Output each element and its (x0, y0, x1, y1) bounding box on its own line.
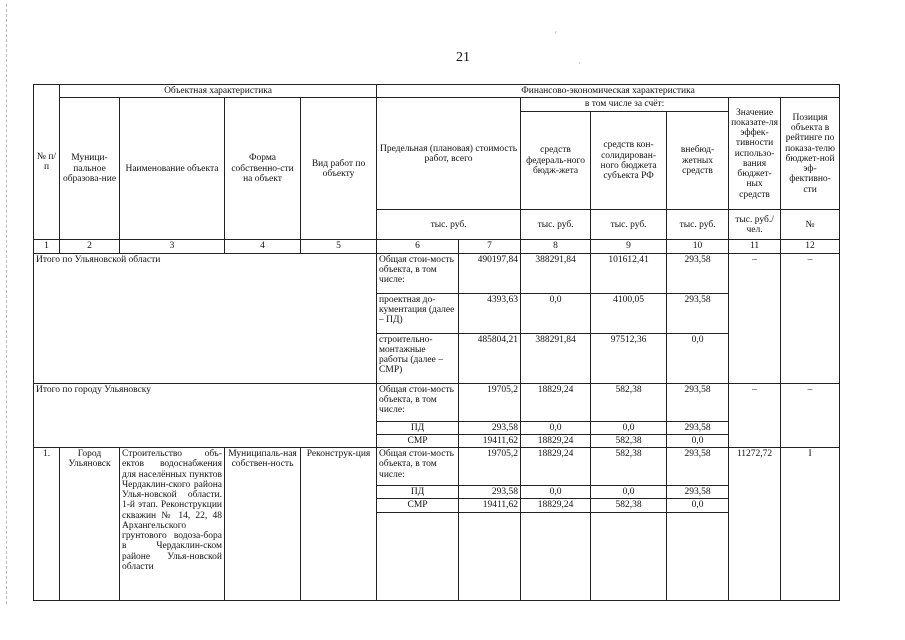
scan-speck: ' (555, 30, 557, 40)
financial-table (33, 84, 840, 601)
cost-item-name: ПД (377, 421, 459, 434)
column-number: 2 (60, 240, 120, 253)
cost-extrabudget: 293,58 (667, 293, 729, 333)
cost-total: 19411,62 (459, 499, 521, 512)
cost-total: 19705,2 (459, 383, 521, 421)
page-number: 21 (456, 50, 470, 65)
unit-regional: тыс. руб. (591, 210, 667, 240)
cost-extrabudget: 293,58 (667, 486, 729, 499)
cost-regional: 4100,05 (591, 293, 667, 333)
cost-regional: 0,0 (591, 421, 667, 434)
unit-federal: тыс. руб. (521, 210, 591, 240)
cost-total: 485804,21 (459, 333, 521, 383)
cost-regional: 582,38 (591, 434, 667, 447)
header-object-name: Наименование объекта (120, 98, 225, 240)
column-number: 1 (34, 240, 60, 253)
cost-federal: 0,0 (521, 421, 591, 434)
column-number: 7 (459, 240, 521, 253)
empty-cell (521, 512, 591, 600)
header-financial-characteristic: Финансово-экономическая характеристика (377, 85, 840, 98)
cost-item-name: ПД (377, 486, 459, 499)
column-number: 11 (729, 240, 781, 253)
efficiency-value: – (729, 383, 781, 448)
cost-regional: 582,38 (591, 383, 667, 421)
rating-value: I (781, 448, 840, 601)
rating-value: – (781, 383, 840, 448)
cost-total: 293,58 (459, 486, 521, 499)
cost-extrabudget: 293,58 (667, 383, 729, 421)
column-numbers-row (34, 240, 840, 253)
city-total-label: Итого по городу Ульяновску (34, 383, 377, 448)
cost-extrabudget: 293,58 (667, 253, 729, 293)
cost-extrabudget: 293,58 (667, 448, 729, 486)
header-extrabudget: внебюд-жетных средств (667, 112, 729, 210)
object-municipality: Город Ульяновск (60, 448, 120, 601)
cost-regional: 101612,41 (591, 253, 667, 293)
cost-extrabudget: 0,0 (667, 434, 729, 447)
header-including: в том числе за счёт: (521, 98, 729, 112)
object-name: Строительство объ-ектов водоснабжения для населённых пунктов Чердаклин-ского района Улья-новской области. 1-й этап. Реконструкции скважин № 14, 22, 48 Архангельского грунтового водоза-бора в Чердаклин-ском районе Улья-новской области (120, 448, 225, 601)
cost-federal: 388291,84 (521, 253, 591, 293)
header-ownership: Форма собственно-сти на объект (225, 98, 301, 240)
cost-item-name: строительно-монтажные работы (далее – СМР) (377, 333, 459, 383)
cost-item-name: проектная до-кументация (далее – ПД) (377, 293, 459, 333)
unit-total: тыс. руб. (377, 210, 521, 240)
column-number: 8 (521, 240, 591, 253)
object-work-type: Реконструк-ция (301, 448, 377, 601)
cost-regional: 97512,36 (591, 333, 667, 383)
cost-total: 293,58 (459, 421, 521, 434)
header-work-type: Вид работ по объекту (301, 98, 377, 240)
header-object-characteristic: Объектная характеристика (60, 85, 377, 98)
cost-federal: 18829,24 (521, 448, 591, 486)
region-total-label: Итого по Ульяновской области (34, 253, 377, 383)
cost-extrabudget: 0,0 (667, 333, 729, 383)
cost-total: 490197,84 (459, 253, 521, 293)
header-federal: средств федераль-ного бюдж-жета (521, 112, 591, 210)
cost-total: 4393,63 (459, 293, 521, 333)
header-regional: средств кон-солидирован-ного бюджета субъекта РФ (591, 112, 667, 210)
column-number: 12 (781, 240, 840, 253)
column-number: 9 (591, 240, 667, 253)
scan-speck: · (578, 58, 581, 68)
header-municipality: Муници-пальное образова-ние (60, 98, 120, 240)
cost-regional: 582,38 (591, 448, 667, 486)
column-number: 5 (301, 240, 377, 253)
cost-total: 19705,2 (459, 448, 521, 486)
column-number: 6 (377, 240, 459, 253)
empty-cell (591, 512, 667, 600)
cost-federal: 18829,24 (521, 434, 591, 447)
rating-value: – (781, 253, 840, 383)
empty-cell (377, 512, 459, 600)
object-ownership: Муниципаль-ная собствен-ность (225, 448, 301, 601)
column-number: 10 (667, 240, 729, 253)
header-rating: Позиция объекта в рейтинге по показа-телю бюджет-ной эф-фективно-сти (781, 98, 840, 210)
cost-extrabudget: 293,58 (667, 421, 729, 434)
object-number: 1. (34, 448, 60, 601)
cost-federal: 18829,24 (521, 499, 591, 512)
cost-item-name: Общая стои-мость объекта, в том числе: (377, 383, 459, 421)
header-efficiency: Значение показате-ля эффек-тивности использо-вания бюджет-ных средств (729, 98, 781, 210)
column-number: 3 (120, 240, 225, 253)
efficiency-value: 11272,72 (729, 448, 781, 601)
cost-item-name: Общая стои-мость объекта, в том числе: (377, 253, 459, 293)
header-max-cost: Предельная (плановая) стоимость работ, всего (377, 98, 521, 210)
scan-edge-line (6, 4, 9, 604)
header-num: № п/п (34, 85, 60, 240)
cost-federal: 18829,24 (521, 383, 591, 421)
cost-regional: 582,38 (591, 499, 667, 512)
empty-cell (667, 512, 729, 600)
cost-item-name: СМР (377, 434, 459, 447)
column-number: 4 (225, 240, 301, 253)
efficiency-value: – (729, 253, 781, 383)
cost-regional: 0,0 (591, 486, 667, 499)
cost-federal: 0,0 (521, 486, 591, 499)
table-row (34, 383, 840, 421)
empty-cell (459, 512, 521, 600)
cost-item-name: Общая стои-мость объекта, в том числе: (377, 448, 459, 486)
cost-federal: 0,0 (521, 293, 591, 333)
unit-rating: № (781, 210, 840, 240)
cost-federal: 388291,84 (521, 333, 591, 383)
unit-efficiency: тыс. руб./чел. (729, 210, 781, 240)
unit-extrabudget: тыс. руб. (667, 210, 729, 240)
table-row (34, 448, 840, 486)
cost-total: 19411,62 (459, 434, 521, 447)
cost-extrabudget: 0,0 (667, 499, 729, 512)
table-row (34, 253, 840, 293)
cost-item-name: СМР (377, 499, 459, 512)
